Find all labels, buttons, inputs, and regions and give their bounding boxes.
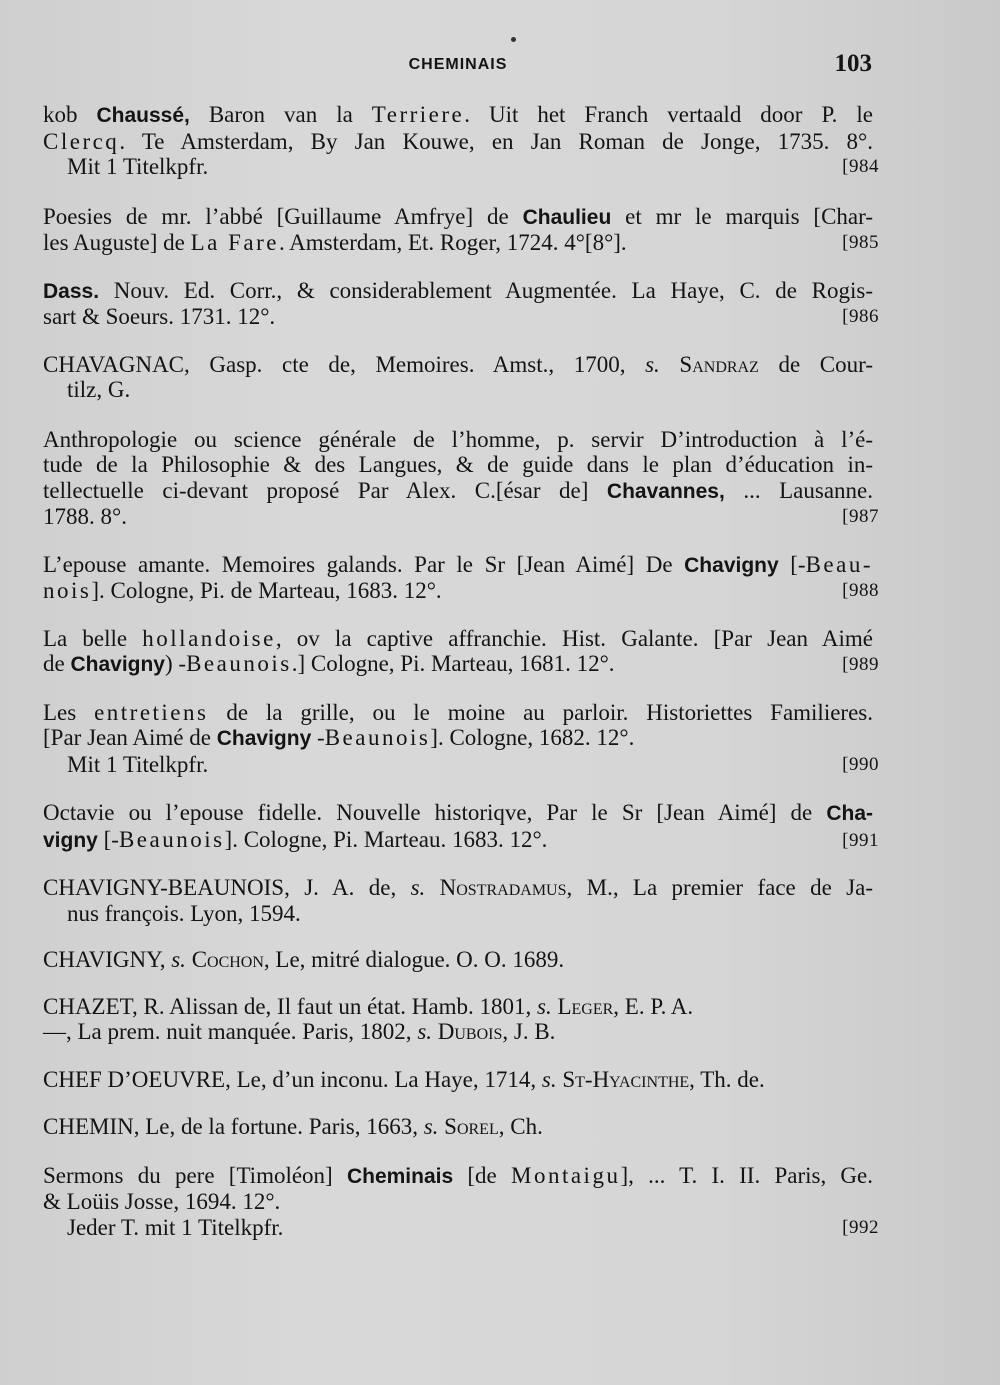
entry-number: [985 — [842, 232, 879, 253]
entry-number: [987 — [842, 506, 879, 527]
spaced-text: Beau- — [805, 551, 873, 577]
text-run: . Amsterdam, Et. Roger, 1724. 4°[8°]. — [278, 230, 627, 255]
text-run: L’epouse amante. Memoires galands. Par le Sr [Jean Aimé] De — [43, 551, 685, 577]
text-run: Mit 1 Titelkpfr. — [67, 154, 209, 179]
text-run: Jeder T. mit 1 Titelkpfr. — [67, 1214, 284, 1240]
text-run: Les — [43, 699, 95, 725]
text-run: , Le, mitré dialogue. O. O. 1689. — [263, 947, 565, 972]
text-run: tilz, G. — [67, 377, 131, 402]
entry-line — [43, 304, 873, 330]
text-run: Sermons du pere [Timoléon] — [43, 1162, 347, 1188]
text-run: - — [311, 725, 325, 750]
text-run: de — [43, 651, 71, 676]
entry-line — [43, 827, 873, 854]
entry-number: [988 — [842, 580, 879, 601]
catalog-entry — [43, 1162, 879, 1241]
catalog-entry — [43, 277, 879, 330]
page-number: 103 — [834, 50, 872, 77]
text-run: CHAZET, R. Alissan de, Il faut un état. Hamb. 1801, — [43, 993, 537, 1019]
text-run: , Ch. — [498, 1114, 543, 1139]
entry-line — [43, 452, 873, 478]
spaced-text: Montaigu — [511, 1162, 621, 1188]
catalog-entry — [43, 875, 873, 926]
running-head: CHEMINAIS — [408, 56, 508, 73]
text-run: , Th. de. — [689, 1066, 765, 1092]
cross-reference-name: Cochon — [191, 947, 264, 972]
text-run: kob — [43, 102, 97, 127]
text-run: Anthropologie ou science générale de l’homme, p. servir D’introduction à l’é- — [43, 426, 873, 452]
entry-line — [43, 1215, 873, 1241]
entry-line — [43, 725, 873, 752]
entry-line — [43, 1067, 873, 1093]
entry-line — [43, 204, 873, 231]
author-name: Cha- — [826, 802, 873, 825]
entry-line — [43, 102, 873, 129]
entry-line — [43, 427, 873, 453]
entry-number: [986 — [842, 306, 879, 327]
see-marker: s. — [171, 947, 186, 972]
entry-line — [43, 129, 873, 155]
text-run — [425, 875, 439, 900]
see-marker: s. — [417, 1019, 433, 1044]
entry-line — [43, 552, 873, 579]
catalog-entry — [43, 352, 873, 403]
entry-number: [992 — [842, 1216, 879, 1238]
see-marker: s. — [423, 1114, 439, 1139]
spaced-text: Terriere — [371, 102, 465, 127]
entry-line — [43, 1019, 873, 1045]
entry-line — [43, 1114, 873, 1140]
text-run: CHAVIGNY, — [43, 947, 172, 972]
text-run: .] Cologne, Pi. Marteau, 1681. 12°. — [291, 651, 615, 676]
text-run: de la grille, ou le moine au parloir. Historiettes Familieres. — [208, 699, 873, 725]
entry-number: [989 — [842, 654, 879, 675]
text-run: les Auguste] de — [43, 230, 191, 255]
entry-line — [43, 800, 873, 827]
author-name: Dass. — [43, 279, 100, 303]
entry-line — [43, 278, 873, 305]
text-run: , J. B. — [502, 1019, 556, 1044]
text-run: . Te Amsterdam, By Jan Kouwe, en Jan Roman de Jonge, 1735. 8°. — [119, 128, 873, 154]
catalog-entry — [43, 947, 873, 973]
text-run: , ov la captive affranchie. Hist. Galante. [Par Jean Aimé — [275, 625, 873, 651]
text-run: nus françois. Lyon, 1594. — [67, 900, 301, 926]
see-marker: s. — [537, 993, 552, 1019]
text-run: 1788. 8°. — [43, 504, 127, 529]
cross-reference-name: Sandraz — [679, 351, 759, 377]
ink-dot — [511, 37, 516, 42]
entry-number: [990 — [842, 753, 879, 775]
entry-number: [991 — [842, 829, 879, 851]
entry-line — [43, 1189, 873, 1215]
entry-line — [43, 700, 873, 726]
text-run: Octavie ou l’epouse fidelle. Nouvelle historiqve, Par le Sr [Jean Aimé] de — [43, 800, 827, 825]
author-name: Chavannes, — [606, 479, 725, 503]
entry-line — [43, 230, 873, 256]
see-marker: s. — [645, 351, 660, 377]
spaced-text: Beaunois — [324, 725, 431, 750]
catalog-entry — [43, 625, 879, 678]
text-run: et mr le marquis [Char- — [611, 203, 873, 229]
catalog-entry — [43, 994, 873, 1045]
text-run: Mit 1 Titelkpfr. — [67, 751, 209, 777]
cross-reference-name: St-Hyacinthe — [562, 1066, 690, 1092]
text-run: ]. Cologne, 1682. 12°. — [430, 725, 635, 750]
entry-line — [43, 901, 873, 927]
cross-reference-name: Leger — [557, 993, 614, 1019]
text-run: CHAVIGNY-BEAUNOIS, J. A. de, — [43, 875, 411, 900]
text-run: Poesies de mr. l’abbé [Guillaume Amfrye] de — [43, 203, 523, 229]
author-name: Chavigny — [70, 653, 165, 676]
text-run: [- — [778, 551, 806, 577]
author-name: Chaussé, — [96, 104, 190, 127]
text-run: tellectuelle ci-devant proposé Par Alex. C.[ésar de] — [43, 477, 607, 503]
entry-line — [43, 626, 873, 652]
spaced-text: Clercq — [43, 128, 120, 154]
text-run: , E. P. A. — [613, 993, 694, 1019]
text-run: ) - — [165, 651, 187, 676]
spaced-text: Beaunois — [186, 651, 292, 676]
entry-line — [43, 154, 873, 180]
entry-line — [43, 478, 873, 505]
text-run — [660, 352, 680, 377]
see-marker: s. — [410, 875, 426, 900]
catalog-entry — [43, 203, 879, 256]
entry-line — [43, 752, 873, 778]
text-run: sart & Soeurs. 1731. 12°. — [43, 304, 276, 329]
cross-reference-name: Sorel — [444, 1114, 499, 1139]
text-run: de Cour- — [758, 351, 874, 377]
text-run: Nouv. Ed. Corr., & considerablement Augmentée. La Haye, C. de Rogis- — [99, 277, 873, 303]
text-run: La belle — [43, 625, 143, 651]
entry-line — [43, 377, 873, 403]
text-run: , M., La premier face de Ja- — [566, 875, 873, 900]
text-run: . Uit het Franch vertaald door P. le — [464, 102, 874, 127]
entry-line — [43, 651, 873, 678]
text-run: [- — [97, 826, 119, 852]
catalog-entry — [43, 1067, 873, 1093]
catalog-entry — [43, 102, 879, 180]
cross-reference-name: Dubois — [437, 1019, 503, 1044]
text-run: ], ... T. I. II. Paris, Ge. — [620, 1162, 873, 1188]
catalog-entry — [43, 551, 879, 604]
text-run: [de — [453, 1162, 511, 1188]
text-run: tude de la Philosophie & des Langues, & de guide dans le plan d’éducation in- — [43, 452, 873, 477]
author-name: Cheminais — [346, 1164, 454, 1188]
text-run: ... Lausanne. — [724, 477, 873, 503]
spaced-text: nois — [43, 578, 92, 603]
entry-line — [43, 504, 873, 530]
see-marker: s. — [541, 1066, 557, 1092]
author-name: Chavigny — [216, 727, 312, 750]
entry-line — [43, 578, 873, 604]
spaced-text: La Fare — [190, 230, 279, 255]
text-run: CHEF D’OEUVRE, Le, d’un inconu. La Haye, 1714, — [43, 1066, 542, 1092]
entry-line — [43, 875, 873, 901]
text-run: [Par Jean Aimé de — [43, 725, 217, 750]
author-name: Chaulieu — [522, 205, 612, 229]
entry-number: [984 — [842, 156, 879, 177]
text-run: & Loüis Josse, 1694. 12°. — [43, 1189, 281, 1214]
text-run: —, La prem. nuit manquée. Paris, 1802, — [43, 1019, 418, 1044]
entry-line — [43, 947, 873, 973]
author-name: vigny — [43, 828, 98, 852]
spaced-text: hollandoise — [142, 625, 276, 651]
spaced-text: Beaunois — [118, 826, 225, 852]
text-run: ]. Cologne, Pi. de Marteau, 1683. 12°. — [91, 578, 442, 603]
cross-reference-name: Nostradamus — [439, 875, 567, 900]
catalog-entry — [43, 1114, 873, 1140]
catalog-entry — [43, 699, 879, 778]
text-run: CHEMIN, Le, de la fortune. Paris, 1663, — [43, 1114, 424, 1139]
author-name: Chavigny — [684, 553, 779, 577]
text-run: CHAVAGNAC, Gasp. cte de, Memoires. Amst., 1700, — [43, 351, 646, 377]
catalog-entry — [43, 800, 879, 853]
spaced-text: entretiens — [94, 699, 209, 725]
catalog-entry — [43, 426, 879, 530]
text-run: ]. Cologne, Pi. Marteau. 1683. 12°. — [224, 826, 548, 852]
entry-line — [43, 1163, 873, 1190]
text-run: Baron van la — [189, 102, 372, 127]
entry-line — [43, 352, 873, 378]
entry-line — [43, 994, 873, 1020]
catalog-entries — [43, 102, 879, 1240]
